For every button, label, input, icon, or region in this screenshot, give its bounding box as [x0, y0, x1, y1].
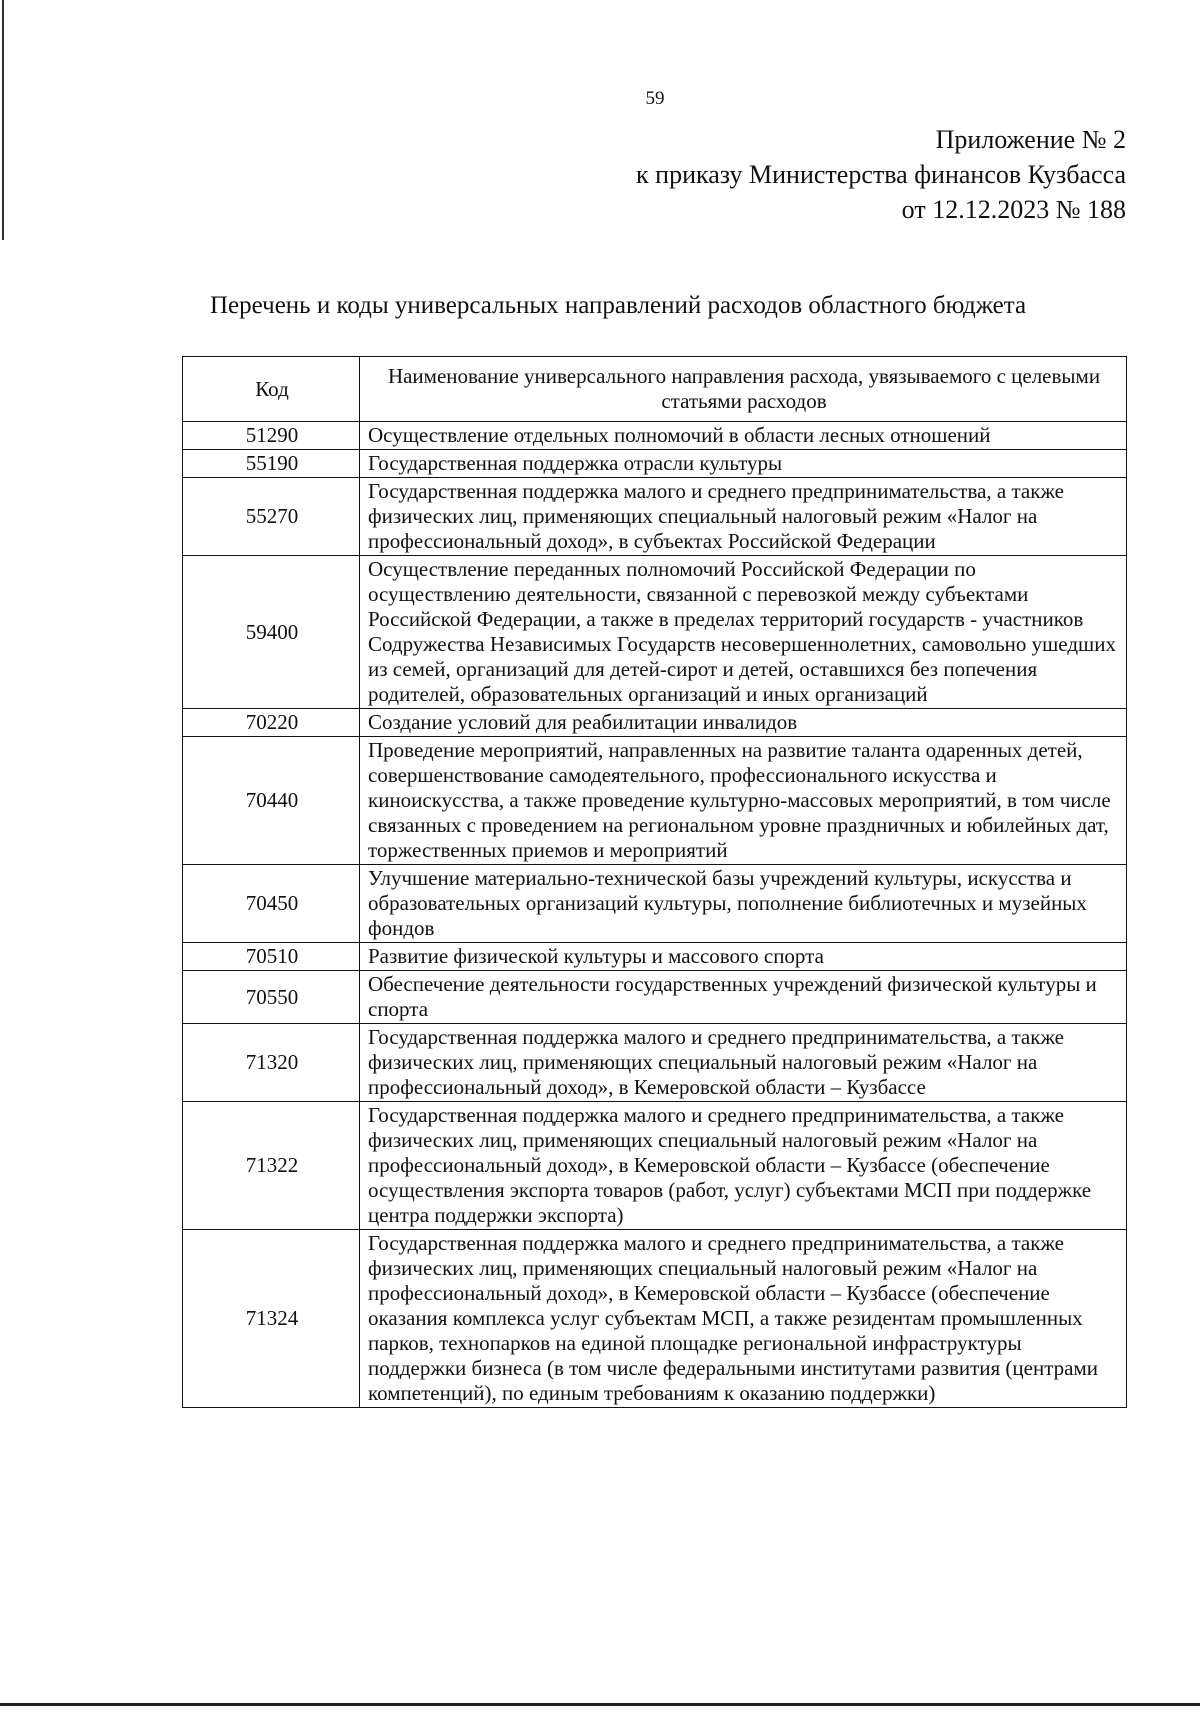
- row-code: 70440: [183, 737, 360, 865]
- row-name: Осуществление отдельных полномочий в области лесных отношений: [360, 422, 1127, 450]
- row-name: Развитие физической культуры и массового спорта: [360, 943, 1127, 971]
- table-row: [183, 422, 1127, 450]
- appendix-line-2: к приказу Министерства финансов Кузбасса: [636, 160, 1126, 189]
- table-row: [183, 865, 1127, 943]
- row-name: Государственная поддержка малого и среднего предпринимательства, а также физических лиц, применяющих специальный налоговый режим «Налог на профессиональный доход», в Кемеровской области – Кузбассе (обеспечение осуществления экспорта товаров (работ, услуг) субъектами МСП при поддержке центра поддержки экспорта): [360, 1102, 1127, 1230]
- appendix-line-1: Приложение № 2: [935, 125, 1126, 154]
- table-row: [183, 1230, 1127, 1408]
- row-name: Государственная поддержка малого и среднего предпринимательства, а также физических лиц, применяющих специальный налоговый режим «Налог на профессиональный доход», в Кемеровской области – Кузбассе (обеспечение оказания комплекса услуг субъектам МСП, а также резидентам промышленных парков, технопарков на единой площадке региональной инфраструктуры поддержки бизнеса (в том числе федеральными институтами развития (центрами компетенций), по единым требованиям к оказанию поддержки): [360, 1230, 1127, 1408]
- codes-table: [182, 356, 1127, 1408]
- row-name: Государственная поддержка малого и среднего предпринимательства, а также физических лиц, применяющих специальный налоговый режим «Налог на профессиональный доход», в субъектах Российской Федерации: [360, 478, 1127, 556]
- row-code: 71322: [183, 1102, 360, 1230]
- row-name: Государственная поддержка отрасли культуры: [360, 450, 1127, 478]
- row-name: Осуществление переданных полномочий Российской Федерации по осуществлению деятельности, связанной с перевозкой между субъектами Российской Федерации, а также в пределах территорий государств - участников Содружества Независимых Государств несовершеннолетних, самовольно ушедших из семей, организаций для детей-сирот и детей, оставшихся без попечения родителей, образовательных организаций и иных организаций: [360, 556, 1127, 709]
- table-row: [183, 737, 1127, 865]
- table-row: [183, 478, 1127, 556]
- table-row: [183, 1102, 1127, 1230]
- row-name: Проведение мероприятий, направленных на развитие таланта одаренных детей, совершенствование самодеятельного, профессионального искусства и киноискусства, а также проведение культурно-массовых мероприятий, в том числе связанных с проведением на региональном уровне праздничных и юбилейных дат, торжественных приемов и мероприятий: [360, 737, 1127, 865]
- table-row: [183, 709, 1127, 737]
- scan-edge-left: [2, 0, 4, 240]
- row-name: Государственная поддержка малого и среднего предпринимательства, а также физических лиц, применяющих специальный налоговый режим «Налог на профессиональный доход», в Кемеровской области – Кузбассе: [360, 1024, 1127, 1102]
- scan-edge-bottom: [0, 1703, 1200, 1706]
- row-name: Обеспечение деятельности государственных учреждений физической культуры и спорта: [360, 971, 1127, 1024]
- column-header-name: Наименование универсального направления расхода, увязываемого с целевыми статьями расходов: [360, 357, 1127, 422]
- table-row: [183, 971, 1127, 1024]
- appendix-block: [636, 122, 1126, 227]
- row-name: Создание условий для реабилитации инвалидов: [360, 709, 1127, 737]
- row-code: 55190: [183, 450, 360, 478]
- row-code: 70550: [183, 971, 360, 1024]
- row-code: 55270: [183, 478, 360, 556]
- table-row: [183, 450, 1127, 478]
- column-header-code: Код: [183, 357, 360, 422]
- table-row: [183, 1024, 1127, 1102]
- table-body: [183, 422, 1127, 1408]
- row-code: 71324: [183, 1230, 360, 1408]
- table-row: [183, 943, 1127, 971]
- row-code: 70510: [183, 943, 360, 971]
- row-code: 70450: [183, 865, 360, 943]
- table-row: [183, 556, 1127, 709]
- document-title: Перечень и коды универсальных направлений расходов областного бюджета: [210, 292, 1027, 319]
- table-header-row: [183, 357, 1127, 422]
- page-number: 59: [645, 88, 665, 109]
- row-name: Улучшение материально-технической базы учреждений культуры, искусства и образовательных организаций культуры, пополнение библиотечных и музейных фондов: [360, 865, 1127, 943]
- row-code: 59400: [183, 556, 360, 709]
- row-code: 71320: [183, 1024, 360, 1102]
- row-code: 51290: [183, 422, 360, 450]
- appendix-line-3: от 12.12.2023 № 188: [901, 195, 1126, 224]
- row-code: 70220: [183, 709, 360, 737]
